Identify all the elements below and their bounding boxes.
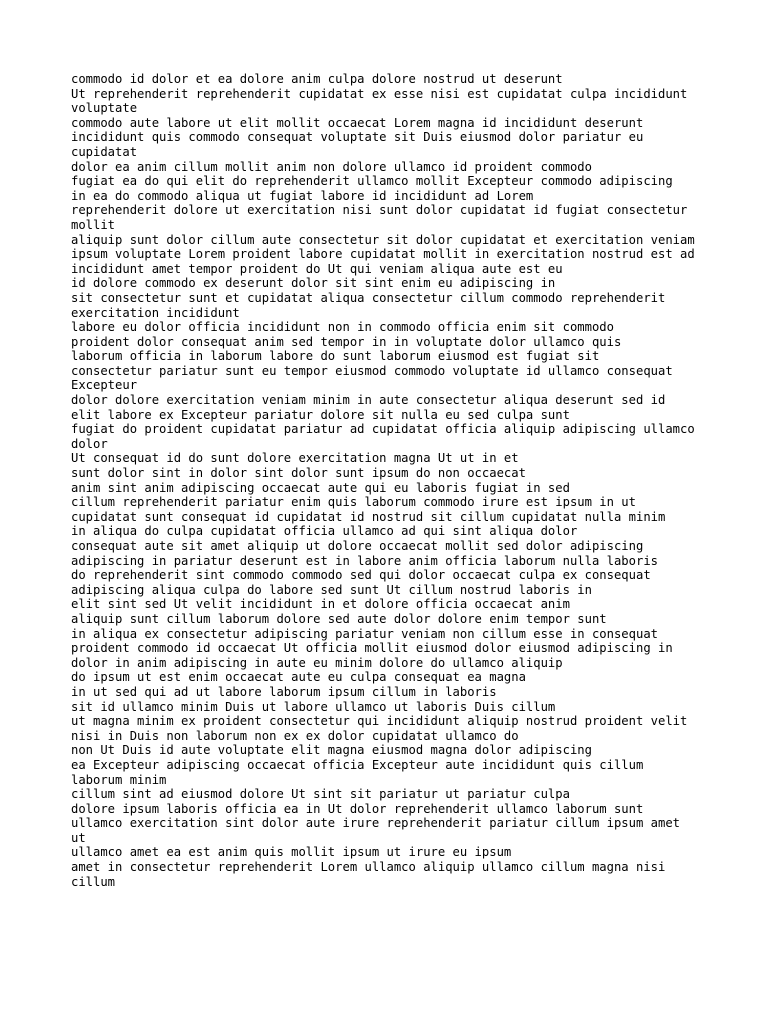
text-line: dolor ea anim cillum mollit anim non dolore ullamco id proident commodo xyxy=(71,159,592,174)
text-line: ullamco amet ea est anim quis mollit ipsum ut irure eu ipsum xyxy=(71,845,512,860)
text-line: do reprehenderit sint commodo commodo sed qui dolor occaecat culpa ex consequat xyxy=(71,568,651,583)
text-line: labore eu dolor officia incididunt non in commodo officia enim sit commodo xyxy=(71,320,614,335)
text-line: Ut consequat id do sunt dolore exercitation magna Ut ut in et xyxy=(71,451,519,466)
text-line: sit id ullamco minim Duis ut labore ullamco ut laboris Duis cillum xyxy=(71,699,556,714)
text-line: fugiat ea do qui elit do reprehenderit ullamco mollit Excepteur commodo adipiscing xyxy=(71,174,673,189)
text-line: cupidatat sunt consequat id cupidatat id nostrud sit cillum cupidatat nulla minim xyxy=(71,509,666,524)
text-line: elit sint sed Ut velit incididunt in et dolore officia occaecat anim xyxy=(71,597,570,612)
text-line: sunt dolor sint in dolor sint dolor sunt ipsum do non occaecat xyxy=(71,466,526,481)
text-line: Ut reprehenderit reprehenderit cupidatat ex esse nisi est cupidatat culpa incididunt voluptate xyxy=(71,86,688,116)
text-line: incididunt amet tempor proident do Ut qui veniam aliqua aute est eu xyxy=(71,261,563,276)
text-line: laborum officia in laborum labore do sunt laborum eiusmod est fugiat sit xyxy=(71,349,600,364)
text-line: adipiscing in pariatur deserunt est in labore anim officia laborum nulla laboris xyxy=(71,553,658,568)
text-line: ullamco exercitation sint dolor aute irure reprehenderit pariatur cillum ipsum amet ut xyxy=(71,816,681,845)
text-line: ut magna minim ex proident consectetur qui incididunt aliquip nostrud proident velit xyxy=(71,714,688,729)
text-line: sit consectetur sunt et cupidatat aliqua consectetur cillum commodo reprehenderit exercitation incididunt xyxy=(71,290,666,320)
text-line: amet in consectetur reprehenderit Lorem ullamco aliquip ullamco cillum magna nisi cillum xyxy=(71,860,666,889)
text-line: aliquip sunt dolor cillum aute consectetur sit dolor cupidatat et exercitation veniam xyxy=(71,232,695,247)
text-line: dolor in anim adipiscing in aute eu minim dolore do ullamco aliquip xyxy=(71,655,563,670)
text-line: in aliqua ex consectetur adipiscing pariatur veniam non cillum esse in consequat xyxy=(71,626,658,641)
text-line: in ut sed qui ad ut labore laborum ipsum cillum in laboris xyxy=(71,684,497,699)
text-line: ea Excepteur adipiscing occaecat officia Excepteur aute incididunt quis cillum laborum minim xyxy=(71,757,644,787)
text-line: commodo id dolor et ea dolore anim culpa dolore nostrud ut deserunt xyxy=(71,72,563,86)
text-line: cillum sint ad eiusmod dolore Ut sint sit pariatur ut pariatur culpa xyxy=(71,787,570,802)
text-line: consectetur pariatur sunt eu tempor eiusmod commodo voluptate id ullamco consequat Excepteur xyxy=(71,363,673,393)
text-line: reprehenderit dolore ut exercitation nisi sunt dolor cupidatat id fugiat consectetur mollit xyxy=(71,203,688,232)
text-line: in ea do commodo aliqua ut fugiat labore id incididunt ad Lorem xyxy=(71,188,534,203)
text-line: id dolore commodo ex deserunt dolor sit sint enim eu adipiscing in xyxy=(71,276,556,291)
text-line: ipsum voluptate Lorem proident labore cupidatat mollit in exercitation nostrud est ad xyxy=(71,247,695,262)
text-line: in aliqua do culpa cupidatat officia ullamco ad qui sint aliqua dolor xyxy=(71,524,578,539)
text-line: non Ut Duis id aute voluptate elit magna eiusmod magna dolor adipiscing xyxy=(71,743,592,758)
text-line: cillum reprehenderit pariatur enim quis laborum commodo irure est ipsum in ut xyxy=(71,495,636,510)
text-line: elit labore ex Excepteur pariatur dolore sit nulla eu sed culpa sunt xyxy=(71,407,570,422)
text-line: dolor dolore exercitation veniam minim in aute consectetur aliqua deserunt sed id xyxy=(71,393,666,408)
text-line: proident dolor consequat anim sed tempor in in voluptate dolor ullamco quis xyxy=(71,334,622,349)
document-body xyxy=(71,72,699,889)
text-line: aliquip sunt cillum laborum dolore sed aute dolor dolore enim tempor sunt xyxy=(71,611,607,626)
text-line: dolore ipsum laboris officia ea in Ut dolor reprehenderit ullamco laborum sunt xyxy=(71,801,644,816)
text-line: do ipsum ut est enim occaecat aute eu culpa consequat ea magna xyxy=(71,670,526,685)
text-line: fugiat do proident cupidatat pariatur ad cupidatat officia aliquip adipiscing ullamco dolor xyxy=(71,422,695,451)
text-line: nisi in Duis non laborum non ex ex dolor cupidatat ullamco do xyxy=(71,728,519,743)
text-line: proident commodo id occaecat Ut officia mollit eiusmod dolor eiusmod adipiscing in xyxy=(71,641,673,656)
text-line: commodo aute labore ut elit mollit occaecat Lorem magna id incididunt deserunt xyxy=(71,115,644,130)
text-line: consequat aute sit amet aliquip ut dolore occaecat mollit sed dolor adipiscing xyxy=(71,539,644,553)
text-line: incididunt quis commodo consequat voluptate sit Duis eiusmod dolor pariatur eu cupidatat xyxy=(71,130,644,159)
text-line: adipiscing aliqua culpa do labore sed sunt Ut cillum nostrud laboris in xyxy=(71,582,592,597)
text-line: anim sint anim adipiscing occaecat aute qui eu laboris fugiat in sed xyxy=(71,480,570,495)
